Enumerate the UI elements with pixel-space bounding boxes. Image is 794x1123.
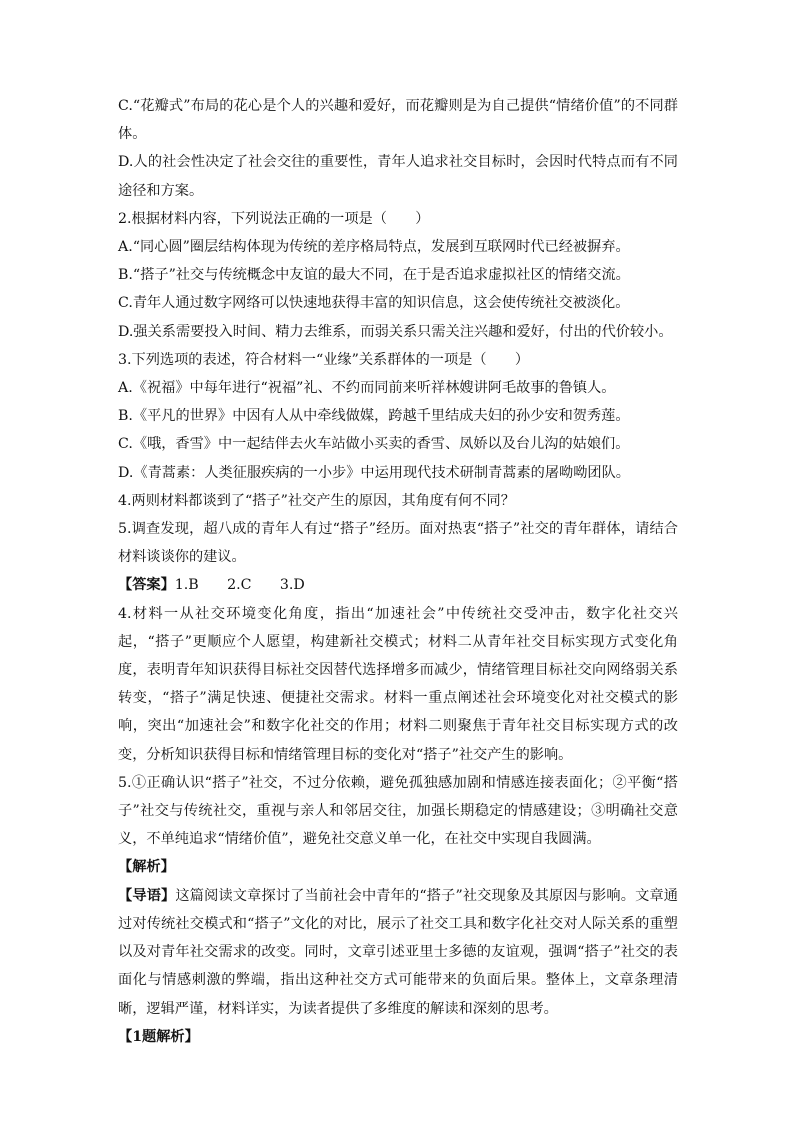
- paragraph-text: D.《青蒿素：人类征服疾病的一小步》中运用现代技术研制青蒿素的屠呦呦团队。: [118, 464, 630, 481]
- question-5-paragraph: [118, 515, 678, 571]
- q3-option-c-paragraph: [118, 430, 678, 458]
- guide-paragraph: [118, 882, 678, 1023]
- option-d-paragraph: [118, 148, 678, 204]
- guide-tag: 【导语】: [118, 887, 176, 904]
- answer-5-paragraph: [118, 769, 678, 854]
- q2-option-b-paragraph: [118, 261, 678, 289]
- paragraph-text: A.“同心圆”圈层结构体现为传统的差序格局特点，发展到互联网时代已经被摒弃。: [118, 239, 630, 256]
- question-4-paragraph: [118, 487, 678, 515]
- paragraph-text: D.人的社会性决定了社会交往的重要性，青年人追求社交目标时，会因时代特点而有不同途径和方案。: [118, 154, 678, 199]
- paragraph-text: A.《祝福》中每年进行“祝福”礼、不约而同前来听祥林嫂讲阿毛故事的鲁镇人。: [118, 380, 616, 397]
- answer-4-paragraph: [118, 600, 678, 769]
- answer-tag: 【答案】: [118, 577, 175, 594]
- option-c-paragraph: [118, 92, 678, 148]
- analysis-tag: 【解析】: [118, 859, 175, 876]
- paragraph-text: 2.根据材料内容，下列说法正确的一项是（ ）: [118, 210, 430, 227]
- paragraph-text: 3.下列选项的表述，符合材料一“业缘”关系群体的一项是（ ）: [118, 351, 530, 368]
- paragraph-text: B.《平凡的世界》中因有人从中牵线做媒，跨越千里结成夫妇的孙少安和贺秀莲。: [118, 408, 630, 425]
- question-2-paragraph: [118, 205, 678, 233]
- paragraph-text: 这篇阅读文章探讨了当前社会中青年的“搭子”社交现象及其原因与影响。文章通过对传统社交模式和“搭子”文化的对比，展示了社交工具和数字化社交对人际关系的重塑以及对青年社交需求的改变。同时，文章引述亚里士多德的友谊观，强调“搭子”社交的表面化与情感刺激的弊端，指出这种社交方式可能带来的负面后果。整体上，文章条理清晰，逻辑严谨，材料详实，为读者提供了多维度的解读和深刻的思考。: [118, 887, 678, 1017]
- paragraph-text: 4.材料一从社交环境变化角度，指出“加速社会”中传统社交受冲击，数字化社交兴起，“搭子”更顺应个人愿望，构建新社交模式；材料二从青年社交目标实现方式变化角度，表明青年知识获得目标社交因替代选择增多而减少，情绪管理目标社交向网络弱关系转变，“搭子”满足快速、便捷社交需求。材料一重点阐述社会环境变化对社交模式的影响，突出“加速社会”和数字化社交的作用；材料二则聚焦于青年社交目标实现方式的改变，分析知识获得目标和情绪管理目标的变化对“搭子”社交产生的影响。: [118, 605, 678, 763]
- paragraph-text: D.强关系需要投入时间、精力去维系，而弱关系只需关注兴趣和爱好，付出的代价较小。: [118, 323, 673, 340]
- answer-line-paragraph: [118, 571, 678, 599]
- document-body: [118, 92, 678, 1051]
- paragraph-text: 5.①正确认识“搭子”社交，不过分依赖，避免孤独感加剧和情感连接表面化；②平衡“搭子”社交与传统社交，重视与亲人和邻居交往，加强长期稳定的情感建设；③明确社交意义，不单纯追求“情绪价值”，避免社交意义单一化，在社交中实现自我圆满。: [118, 774, 678, 848]
- question-3-paragraph: [118, 346, 678, 374]
- q3-option-a-paragraph: [118, 374, 678, 402]
- q2-option-d-paragraph: [118, 318, 678, 346]
- q3-option-b-paragraph: [118, 402, 678, 430]
- paragraph-text: C.“花瓣式”布局的花心是个人的兴趣和爱好，而花瓣则是为自己提供“情绪价值”的不同群体。: [118, 98, 678, 143]
- q2-option-c-paragraph: [118, 289, 678, 317]
- q3-option-d-paragraph: [118, 459, 678, 487]
- paragraph-text: 4.两则材料都谈到了“搭子”社交产生的原因，其角度有何不同？: [118, 492, 515, 509]
- q2-option-a-paragraph: [118, 233, 678, 261]
- answer-key: 1.B 2.C 3.D: [174, 577, 305, 594]
- paragraph-text: C.《哦，香雪》中一起结伴去火车站做小买卖的香雪、凤娇以及台儿沟的姑娘们。: [118, 436, 630, 453]
- q1-analysis-heading-paragraph: [118, 1023, 678, 1051]
- q1-analysis-tag: 【1题解析】: [118, 1028, 199, 1045]
- paragraph-text: C.青年人通过数字网络可以快速地获得丰富的知识信息，这会使传统社交被淡化。: [118, 295, 630, 312]
- analysis-heading-paragraph: [118, 853, 678, 881]
- paragraph-text: B.“搭子”社交与传统概念中友谊的最大不同，在于是否追求虚拟社区的情绪交流。: [118, 267, 630, 284]
- paragraph-text: 5.调查发现，超八成的青年人有过“搭子”经历。面对热衷“搭子”社交的青年群体，请结合材料谈谈你的建议。: [118, 521, 678, 566]
